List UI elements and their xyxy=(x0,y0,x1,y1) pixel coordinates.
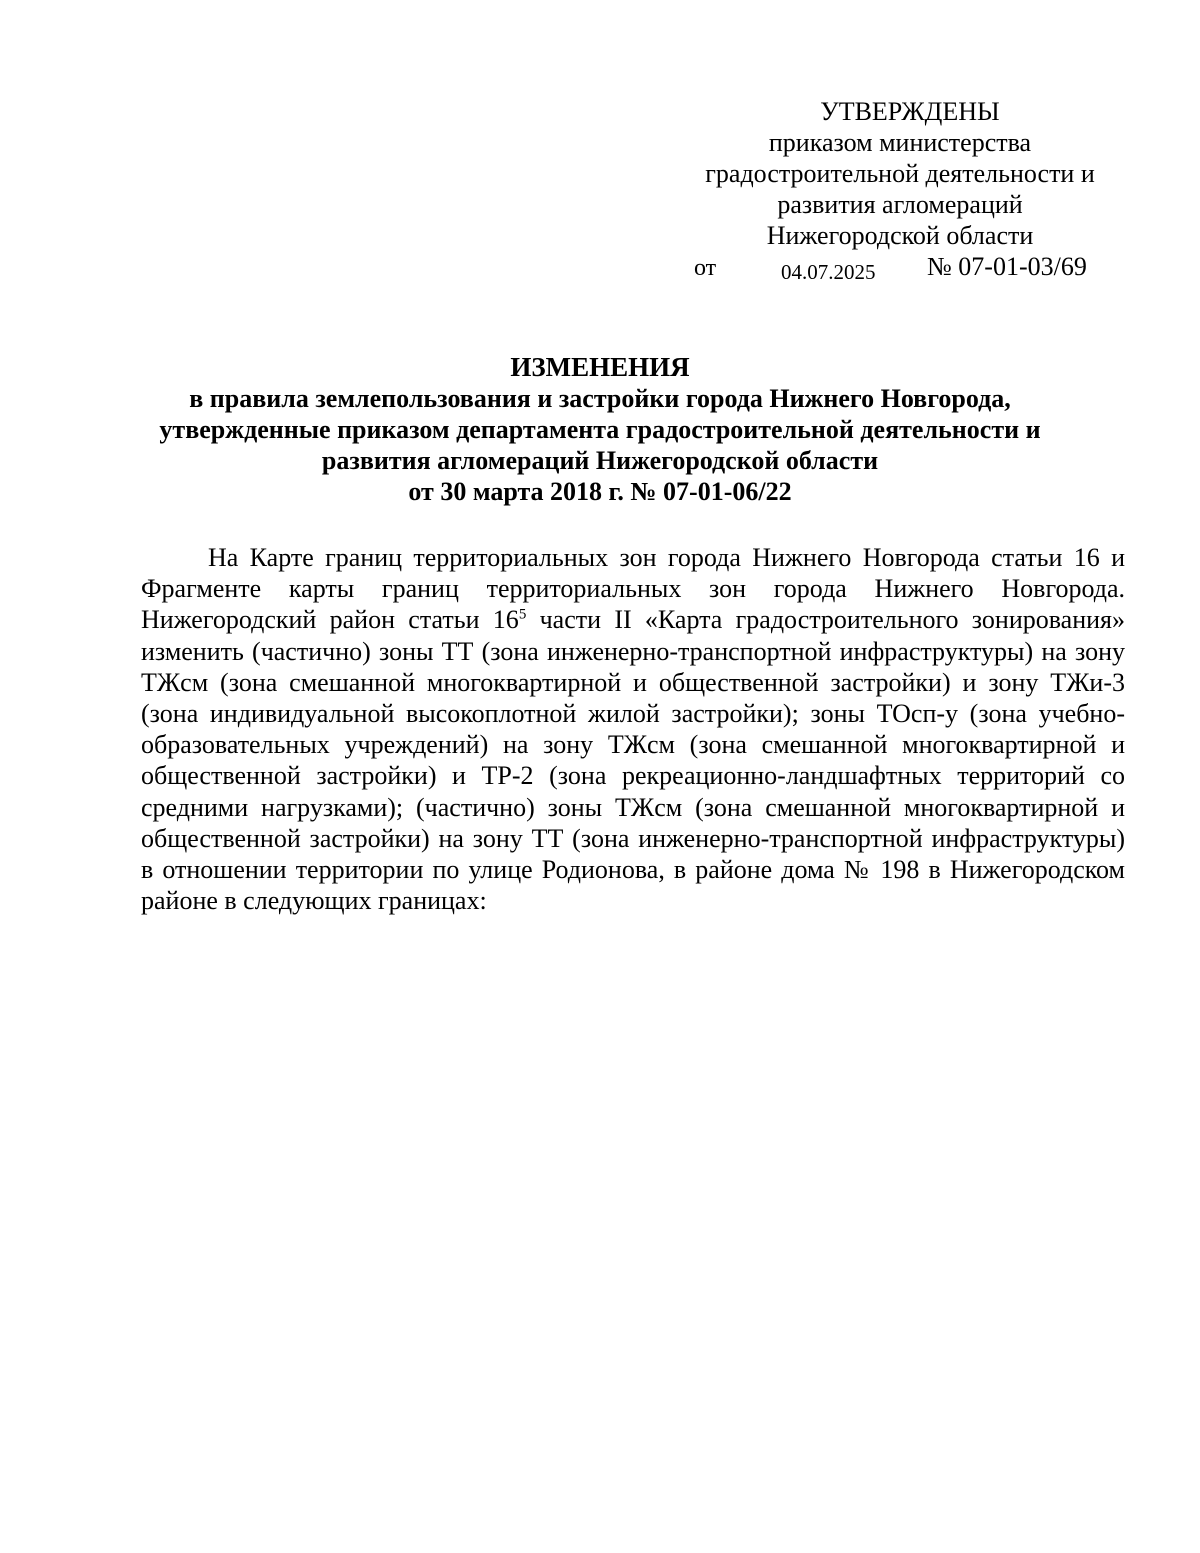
body-superscript: 5 xyxy=(518,606,527,623)
approval-line-1: приказом министерства xyxy=(768,128,1032,157)
body-text-part-1: На Карте границ территориальных зон города Нижнего Новгорода статьи 16 и Фрагменте карты границ территориальных зон города Нижнего Новгорода. Нижегородский район статьи 16 xyxy=(141,543,1125,635)
heading-title: ИЗМЕНЕНИЯ xyxy=(510,352,690,382)
approval-signature-row xyxy=(680,251,1120,285)
approval-from-label: от xyxy=(694,255,717,281)
body-text-part-2: части II «Карта градостроительного зонирования» изменить (частично) зоны ТТ (зона инженерно-транспортной инфраструктуры) на зону ТЖсм (зона смешанной многоквартирной и общественной застройки) и зону ТЖи-3 (зона индивидуальной высокоплотной жилой застройки); зоны ТОсп-у (зона учебно-образовательных учреждений) на зону ТЖсм (зона смешанной многоквартирной и общественной застройки) и ТР-2 (зона рекреационно-ландшафтных территорий со средними нагрузками); (частично) зоны ТЖсм (зона смешанной многоквартирной и общественной застройки) на зону ТТ (зона инженерно-транспортной инфраструктуры) в отношении территории по улице Родионова, в районе дома № 198 в Нижегородском районе в следующих границах: xyxy=(141,605,1125,916)
heading-line-4: от 30 марта 2018 г. № 07-01-06/22 xyxy=(408,477,792,506)
approval-number: № 07-01-03/69 xyxy=(927,252,1087,281)
approval-date: 04.07.2025 xyxy=(781,260,876,284)
approval-line-4: Нижегородской области xyxy=(766,221,1034,250)
approval-block xyxy=(680,96,1120,285)
approval-line-2: градостроительной деятельности и xyxy=(705,159,1095,188)
heading-line-2: утвержденные приказом департамента градостроительной деятельности и xyxy=(159,415,1041,444)
body-paragraph xyxy=(141,542,1125,916)
approval-title: УТВЕРЖДЕНЫ xyxy=(820,97,1000,126)
document-heading xyxy=(100,352,1100,507)
heading-line-1: в правила землепользования и застройки города Нижнего Новгорода, xyxy=(189,384,1011,413)
approval-line-3: развития агломераций xyxy=(777,190,1023,219)
heading-line-3: развития агломераций Нижегородской области xyxy=(321,446,879,475)
